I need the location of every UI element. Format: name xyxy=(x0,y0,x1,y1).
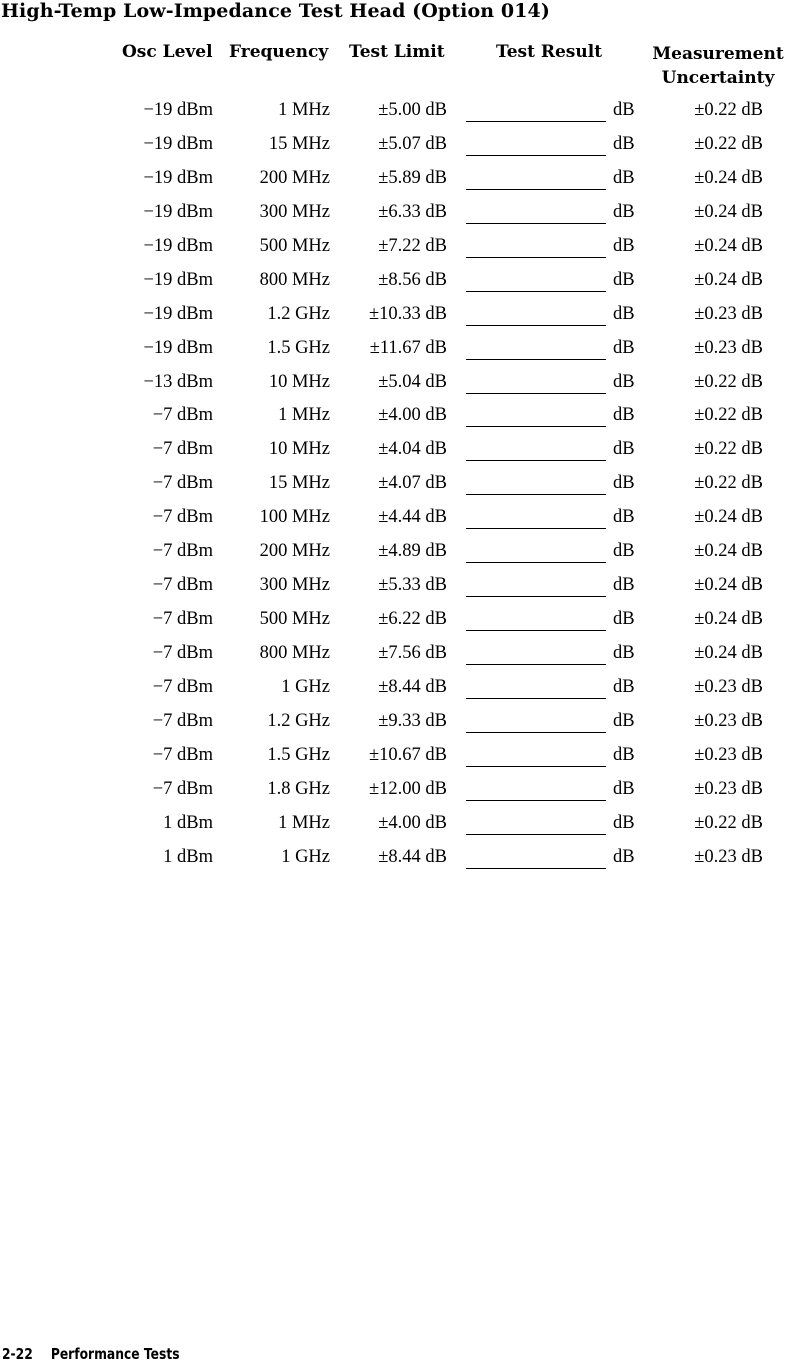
uncertainty-cell: ±0.22 dB xyxy=(694,100,763,120)
table-row xyxy=(0,198,785,232)
test-result-unit: dB xyxy=(613,710,635,731)
frequency-cell: 300 MHz xyxy=(259,201,330,222)
test-result-unit: dB xyxy=(613,303,635,324)
frequency-cell: 100 MHz xyxy=(259,507,330,528)
frequency-cell: 800 MHz xyxy=(259,269,330,290)
table-row xyxy=(0,673,785,707)
test-limit-cell: ±5.07 dB xyxy=(378,133,447,154)
test-limit-cell: ±5.04 dB xyxy=(378,371,447,392)
test-limit-cell: ±12.00 dB xyxy=(369,778,447,799)
test-limit-cell: ±8.56 dB xyxy=(378,269,447,290)
table-row xyxy=(0,639,785,673)
osc-level-cell: −19 dBm xyxy=(143,235,213,256)
column-header-uncertainty-line2: Uncertainty xyxy=(661,68,775,88)
test-result-unit: dB xyxy=(613,473,635,494)
test-result-unit: dB xyxy=(613,405,635,426)
uncertainty-cell: ±0.22 dB xyxy=(694,439,763,460)
column-header-test-result: Test Result xyxy=(496,42,603,62)
test-result-blank[interactable] xyxy=(466,639,606,665)
test-limit-cell: ±4.89 dB xyxy=(378,541,447,562)
test-record-table xyxy=(0,96,785,877)
frequency-cell: 1.5 GHz xyxy=(267,744,330,765)
uncertainty-cell: ±0.22 dB xyxy=(694,405,763,426)
test-result-unit: dB xyxy=(613,167,635,188)
osc-level-cell: −7 dBm xyxy=(152,778,213,799)
test-limit-cell: ±5.89 dB xyxy=(378,167,447,188)
table-row xyxy=(0,571,785,605)
osc-level-cell: 1 dBm xyxy=(163,846,213,867)
osc-level-cell: −19 dBm xyxy=(143,269,213,290)
test-limit-cell: ±10.67 dB xyxy=(369,744,447,765)
test-limit-cell: ±4.00 dB xyxy=(378,405,447,426)
test-limit-cell: ±6.33 dB xyxy=(378,201,447,222)
uncertainty-cell: ±0.23 dB xyxy=(694,846,763,867)
test-limit-cell: ±8.44 dB xyxy=(378,846,447,867)
osc-level-cell: 1 dBm xyxy=(163,812,213,833)
table-row xyxy=(0,401,785,435)
frequency-cell: 1 GHz xyxy=(281,676,330,697)
test-limit-cell: ±5.33 dB xyxy=(378,575,447,596)
table-row xyxy=(0,537,785,571)
page-number: 2-22 xyxy=(2,1345,33,1363)
test-limit-cell: ±4.07 dB xyxy=(378,473,447,494)
test-result-blank[interactable] xyxy=(466,232,606,258)
frequency-cell: 10 MHz xyxy=(268,439,330,460)
table-row xyxy=(0,741,785,775)
uncertainty-cell: ±0.24 dB xyxy=(694,235,763,256)
table-row xyxy=(0,232,785,266)
uncertainty-cell: ±0.24 dB xyxy=(694,269,763,290)
test-result-unit: dB xyxy=(613,337,635,358)
test-result-blank[interactable] xyxy=(466,537,606,563)
osc-level-cell: −7 dBm xyxy=(152,405,213,426)
frequency-cell: 800 MHz xyxy=(259,643,330,663)
test-result-unit: dB xyxy=(613,201,635,222)
uncertainty-cell: ±0.24 dB xyxy=(694,575,763,596)
test-result-blank[interactable] xyxy=(466,368,606,394)
uncertainty-cell: ±0.24 dB xyxy=(694,201,763,222)
test-limit-cell: ±9.33 dB xyxy=(378,710,447,731)
frequency-cell: 1 MHz xyxy=(278,405,330,426)
test-result-unit: dB xyxy=(613,235,635,256)
uncertainty-cell: ±0.22 dB xyxy=(694,133,763,154)
test-result-unit: dB xyxy=(613,269,635,290)
frequency-cell: 1.2 GHz xyxy=(267,710,330,731)
test-limit-cell: ±4.44 dB xyxy=(378,507,447,528)
osc-level-cell: −7 dBm xyxy=(152,609,213,630)
osc-level-cell: −7 dBm xyxy=(152,676,213,697)
frequency-cell: 300 MHz xyxy=(259,575,330,596)
column-header-frequency: Frequency xyxy=(229,42,329,62)
test-result-blank[interactable] xyxy=(466,707,606,733)
test-result-unit: dB xyxy=(613,575,635,596)
column-header-uncertainty-line1: Measurement xyxy=(652,44,784,64)
test-result-unit: dB xyxy=(613,371,635,392)
test-result-blank[interactable] xyxy=(466,843,606,869)
table-row xyxy=(0,809,785,843)
test-result-unit: dB xyxy=(613,133,635,154)
column-header-test-limit: Test Limit xyxy=(349,42,445,62)
column-header-measurement-uncertainty xyxy=(651,42,785,90)
table-row xyxy=(0,266,785,300)
test-result-unit: dB xyxy=(613,541,635,562)
test-result-blank[interactable] xyxy=(466,741,606,767)
uncertainty-cell: ±0.23 dB xyxy=(694,303,763,324)
frequency-cell: 1.5 GHz xyxy=(267,337,330,358)
frequency-cell: 15 MHz xyxy=(268,473,330,494)
osc-level-cell: −7 dBm xyxy=(152,710,213,731)
uncertainty-cell: ±0.24 dB xyxy=(694,541,763,562)
osc-level-cell: −19 dBm xyxy=(143,167,213,188)
test-limit-cell: ±4.04 dB xyxy=(378,439,447,460)
uncertainty-cell: ±0.22 dB xyxy=(694,473,763,494)
frequency-cell: 1 MHz xyxy=(278,100,330,120)
uncertainty-cell: ±0.24 dB xyxy=(694,167,763,188)
test-result-unit: dB xyxy=(613,778,635,799)
osc-level-cell: −7 dBm xyxy=(152,744,213,765)
test-result-unit: dB xyxy=(613,676,635,697)
test-result-blank[interactable] xyxy=(466,401,606,427)
frequency-cell: 1.2 GHz xyxy=(267,303,330,324)
uncertainty-cell: ±0.24 dB xyxy=(694,507,763,528)
test-limit-cell: ±7.22 dB xyxy=(378,235,447,256)
test-result-unit: dB xyxy=(613,439,635,460)
test-result-blank[interactable] xyxy=(466,300,606,326)
osc-level-cell: −7 dBm xyxy=(152,643,213,663)
frequency-cell: 500 MHz xyxy=(259,235,330,256)
page-title: High-Temp Low-Impedance Test Head (Option 014) xyxy=(1,0,550,22)
test-result-unit: dB xyxy=(613,609,635,630)
test-result-blank[interactable] xyxy=(466,435,606,461)
test-result-blank[interactable] xyxy=(466,673,606,699)
uncertainty-cell: ±0.22 dB xyxy=(694,371,763,392)
test-limit-cell: ±6.22 dB xyxy=(378,609,447,630)
table-row xyxy=(0,605,785,639)
osc-level-cell: −13 dBm xyxy=(143,371,213,392)
table-row xyxy=(0,503,785,537)
osc-level-cell: −7 dBm xyxy=(152,439,213,460)
test-result-blank[interactable] xyxy=(466,809,606,835)
table-row xyxy=(0,368,785,402)
osc-level-cell: −7 dBm xyxy=(152,507,213,528)
test-result-blank[interactable] xyxy=(466,198,606,224)
test-result-unit: dB xyxy=(613,100,635,120)
frequency-cell: 1 GHz xyxy=(281,846,330,867)
test-limit-cell: ±8.44 dB xyxy=(378,676,447,697)
osc-level-cell: −19 dBm xyxy=(143,337,213,358)
uncertainty-cell: ±0.23 dB xyxy=(694,676,763,697)
frequency-cell: 1 MHz xyxy=(278,812,330,833)
frequency-cell: 200 MHz xyxy=(259,541,330,562)
uncertainty-cell: ±0.24 dB xyxy=(694,609,763,630)
table-row xyxy=(0,300,785,334)
table-row xyxy=(0,164,785,198)
frequency-cell: 1.8 GHz xyxy=(267,778,330,799)
test-result-unit: dB xyxy=(613,643,635,663)
frequency-cell: 200 MHz xyxy=(259,167,330,188)
osc-level-cell: −7 dBm xyxy=(152,473,213,494)
osc-level-cell: −7 dBm xyxy=(152,575,213,596)
test-result-blank[interactable] xyxy=(466,503,606,529)
uncertainty-cell: ±0.24 dB xyxy=(694,643,763,663)
test-limit-cell: ±4.00 dB xyxy=(378,812,447,833)
osc-level-cell: −19 dBm xyxy=(143,100,213,120)
table-row xyxy=(0,775,785,809)
table-row xyxy=(0,435,785,469)
test-result-blank[interactable] xyxy=(466,605,606,631)
test-result-blank[interactable] xyxy=(466,164,606,190)
test-result-unit: dB xyxy=(613,744,635,765)
test-result-blank[interactable] xyxy=(466,469,606,495)
osc-level-cell: −19 dBm xyxy=(143,201,213,222)
test-result-unit: dB xyxy=(613,846,635,867)
table-row xyxy=(0,130,785,164)
frequency-cell: 10 MHz xyxy=(268,371,330,392)
table-row xyxy=(0,469,785,503)
uncertainty-cell: ±0.23 dB xyxy=(694,710,763,731)
test-limit-cell: ±11.67 dB xyxy=(369,337,447,358)
page-footer xyxy=(2,1345,180,1363)
osc-level-cell: −19 dBm xyxy=(143,303,213,324)
osc-level-cell: −7 dBm xyxy=(152,541,213,562)
osc-level-cell: −19 dBm xyxy=(143,133,213,154)
table-row xyxy=(0,96,785,130)
table-row xyxy=(0,843,785,877)
frequency-cell: 500 MHz xyxy=(259,609,330,630)
test-result-blank[interactable] xyxy=(466,130,606,156)
test-result-blank[interactable] xyxy=(466,266,606,292)
test-result-blank[interactable] xyxy=(466,334,606,360)
test-result-blank[interactable] xyxy=(466,571,606,597)
test-limit-cell: ±10.33 dB xyxy=(369,303,447,324)
test-result-blank[interactable] xyxy=(466,96,606,122)
test-limit-cell: ±5.00 dB xyxy=(378,100,447,120)
column-header-osc-level: Osc Level xyxy=(122,42,213,62)
test-limit-cell: ±7.56 dB xyxy=(378,643,447,663)
uncertainty-cell: ±0.22 dB xyxy=(694,812,763,833)
section-name: Performance Tests xyxy=(50,1345,180,1363)
uncertainty-cell: ±0.23 dB xyxy=(694,337,763,358)
test-result-blank[interactable] xyxy=(466,775,606,801)
test-result-unit: dB xyxy=(613,507,635,528)
uncertainty-cell: ±0.23 dB xyxy=(694,744,763,765)
table-row xyxy=(0,334,785,368)
test-result-unit: dB xyxy=(613,812,635,833)
uncertainty-cell: ±0.23 dB xyxy=(694,778,763,799)
frequency-cell: 15 MHz xyxy=(268,133,330,154)
table-row xyxy=(0,707,785,741)
